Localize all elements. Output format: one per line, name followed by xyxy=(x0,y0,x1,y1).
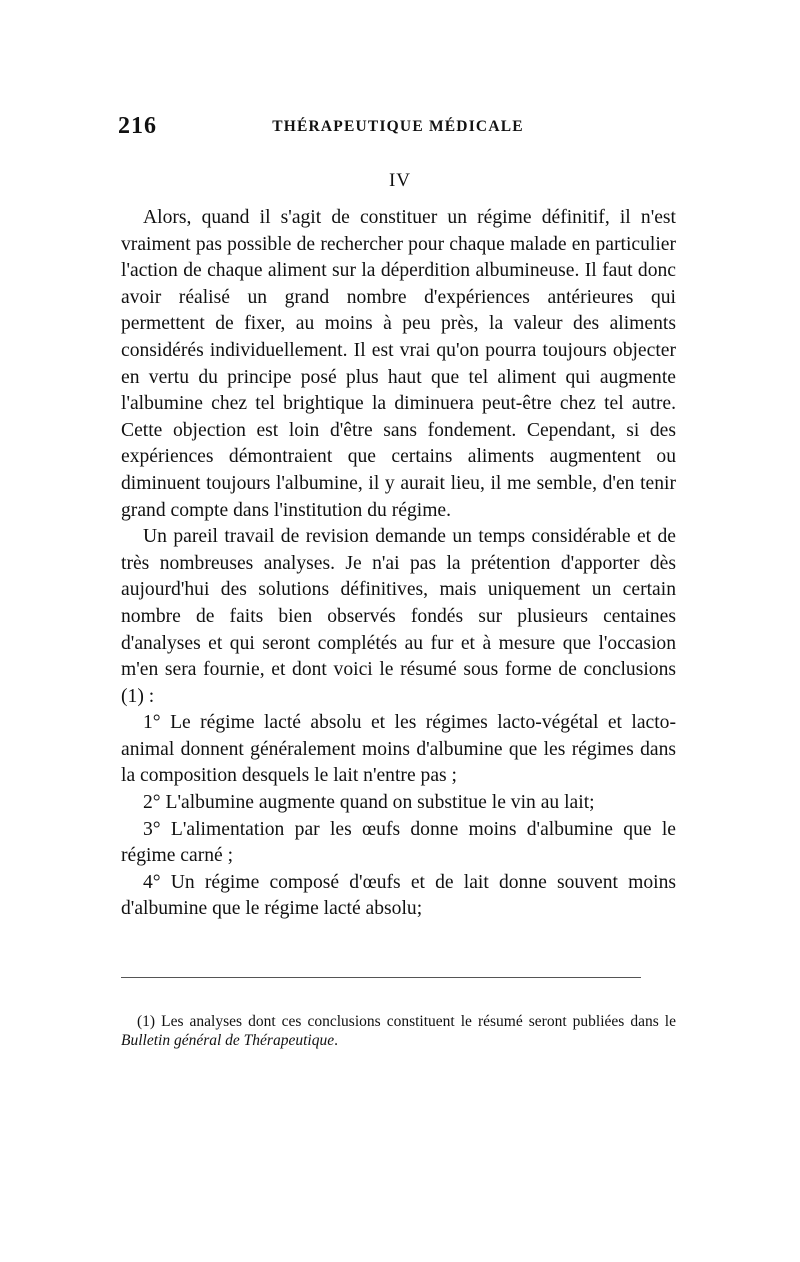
footnote-journal-title: Bulletin général de Thérapeutique xyxy=(121,1032,335,1049)
running-title: THÉRAPEUTIQUE MÉDICALE xyxy=(272,118,524,135)
conclusion-item: 4° Un régime composé d'œufs et de lait donne souvent moins d'albumine que le régime lacté absolu; xyxy=(121,871,676,920)
footnote-text xyxy=(121,1012,676,1050)
footnote-text-before: (1) Les analyses dont ces conclusions constituent le résumé seront publiées dans le xyxy=(137,1013,676,1030)
footnote-text-after: . xyxy=(334,1032,338,1049)
paragraph: Alors, quand il s'agit de constituer un régime définitif, il n'est vraiment pas possible de rechercher pour chaque malade en particulier l'action de chaque aliment sur la déperdition albumineuse. Il faut donc avoir réalisé un grand nombre d'expériences antérieures qui permettent de fixer, au moins à peu près, la valeur des aliments considérés individuellement. Il est vrai qu'on pourra toujours objecter en vertu du principe posé plus haut que tel aliment qui augmente l'albumine chez tel brightique la diminuera peut-être chez tel autre. Cette objection est loin d'être sans fondement. Cependant, si des expériences démontraient que certains aliments augmentent ou diminuent toujours l'albumine, il y aurait lieu, il me semble, d'en tenir grand compte dans l'institution du régime. xyxy=(121,207,676,521)
paragraph: Un pareil travail de revision demande un temps considérable et de très nombreuses analyses. Je n'ai pas la prétention d'apporter dès aujourd'hui des solutions définitives, mais uniquement un certain nombre de faits bien observés fondés sur plusieurs centaines d'analyses et qui seront complétés au fur et à mesure que l'occasion m'en sera fournie, et dont voici le résumé sous forme de conclusions (1) : xyxy=(121,526,676,707)
body-text xyxy=(121,205,676,923)
footnote xyxy=(121,1012,676,1050)
conclusion-item: 1° Le régime lacté absolu et les régimes lacto-végétal et lacto-animal donnent généralement moins d'albumine que les régimes dans la composition desquels le lait n'entre pas ; xyxy=(121,712,676,787)
conclusion-item: 2° L'albumine augmente quand on substitue le vin au lait; xyxy=(143,792,595,814)
page-number: 216 xyxy=(118,113,157,139)
conclusion-item: 3° L'alimentation par les œufs donne moins d'albumine que le régime carné ; xyxy=(121,818,676,867)
footnote-divider xyxy=(121,977,641,978)
page-header xyxy=(118,113,678,143)
section-heading: IV xyxy=(388,170,412,191)
